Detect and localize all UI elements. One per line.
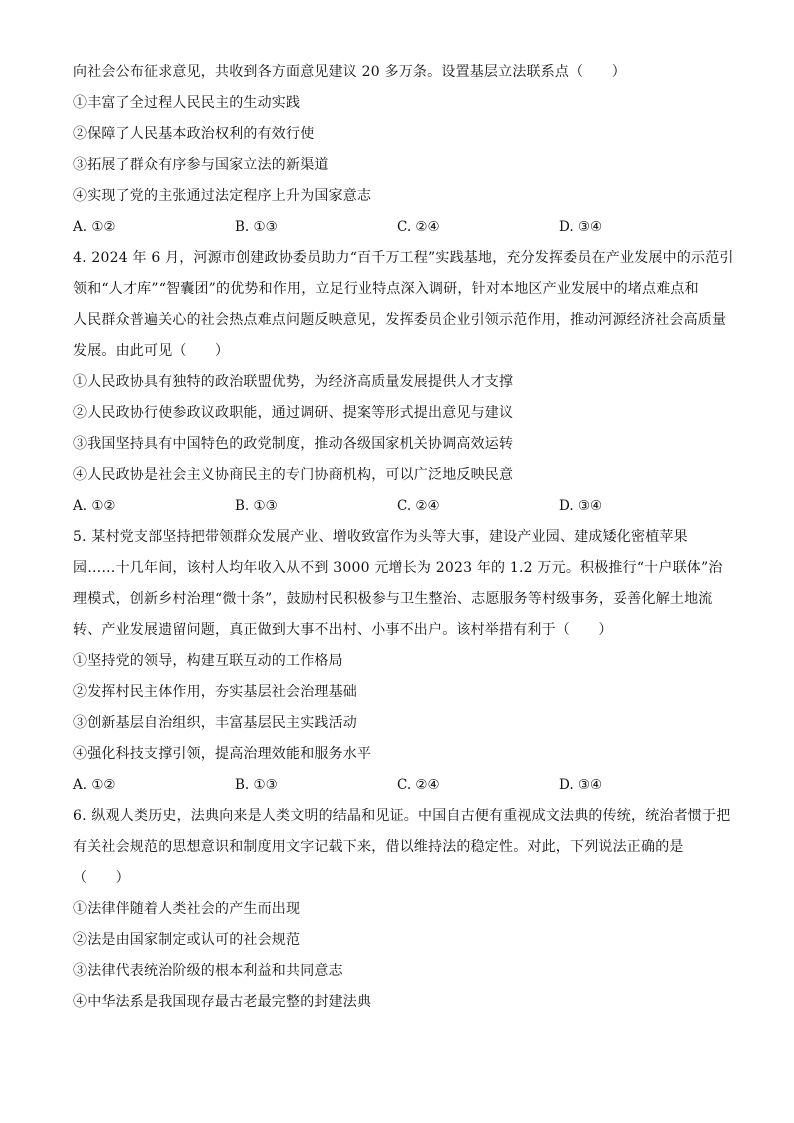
q5-stem-line-2: 园……十几年间，该村人均年收入从不到 3000 元增长为 2023 年的 1.2 万元。积极推行“十户联体”治: [73, 560, 723, 576]
q4-choice-d: D. ③④: [559, 498, 603, 514]
q3-choices: [73, 217, 723, 248]
q3-stem-tail: 向社会公布征求意见，共收到各方面意见建议 20 多万条。设置基层立法联系点（ ）: [73, 64, 626, 80]
q5-option-1: ①坚持党的领导，构建互联互动的工作格局: [73, 653, 343, 669]
q3-choice-a: A. ①②: [73, 219, 116, 235]
q4-option-4: ④人民政协是社会主义协商民主的专门协商机构，可以广泛地反映民意: [73, 467, 514, 483]
q6-stem-line-3: （ ）: [73, 870, 130, 886]
q5-choice-d: D. ③④: [559, 777, 603, 793]
q4-option-2: ②人民政协行使参政议政职能，通过调研、提案等形式提出意见与建议: [73, 405, 514, 421]
q5-choice-b: B. ①③: [235, 777, 278, 793]
q5-choice-a: A. ①②: [73, 777, 116, 793]
q3-option-2: ②保障了人民基本政治权利的有效行使: [73, 126, 315, 142]
q6-option-4: ④中华法系是我国现存最古老最完整的封建法典: [73, 994, 372, 1010]
q4-choice-a: A. ①②: [73, 498, 116, 514]
q5-stem-line-3: 理模式，创新乡村治理“微十条”，鼓励村民积极参与卫生整治、志愿服务等村级事务，妥善化解土地流: [73, 591, 713, 607]
q4-stem-line-4: 发展。由此可见（ ）: [73, 343, 230, 359]
q4-choice-b: B. ①③: [235, 498, 278, 514]
exam-page: [73, 62, 734, 1023]
q5-option-4: ④强化科技支撑引领，提高治理效能和服务水平: [73, 746, 372, 762]
q3-choice-c: C. ②④: [397, 219, 440, 235]
q4-choices: [73, 496, 723, 527]
q6-option-3: ③法律代表统治阶级的根本利益和共同意志: [73, 963, 343, 979]
q6-stem-line-1: 6. 纵观人类历史，法典向来是人类文明的结晶和见证。中国自古便有重视成文法典的传统，统治者惯于把: [73, 808, 731, 824]
q4-stem-line-1: 4. 2024 年 6 月，河源市创建政协委员助力“百千万工程”实践基地，充分发挥委员在产业发展中的示范引: [73, 250, 734, 266]
q3-choice-b: B. ①③: [235, 219, 278, 235]
q4-choice-c: C. ②④: [397, 498, 440, 514]
q3-option-3: ③拓展了群众有序参与国家立法的新渠道: [73, 157, 329, 173]
q4-option-3: ③我国坚持具有中国特色的政党制度，推动各级国家机关协调高效运转: [73, 436, 514, 452]
q5-option-3: ③创新基层自治组织，丰富基层民主实践活动: [73, 715, 357, 731]
q3-choice-d: D. ③④: [559, 219, 603, 235]
q5-choices: [73, 775, 723, 806]
q6-option-1: ①法律伴随着人类社会的产生而出现: [73, 901, 301, 917]
q4-stem-line-3: 人民群众普遍关心的社会热点难点问题反映意见，发挥委员企业引领示范作用，推动河源经济社会高质量: [73, 312, 727, 328]
q6-stem-line-2: 有关社会规范的思想意识和制度用文字记载下来，借以维持法的稳定性。对此，下列说法正确的是: [73, 839, 684, 855]
q4-stem-line-2: 领和“人才库”“智囊团”的优势和作用，立足行业特点深入调研，针对本地区产业发展中的堵点难点和: [73, 281, 699, 297]
q3-option-1: ①丰富了全过程人民民主的生动实践: [73, 95, 301, 111]
q3-option-4: ④实现了党的主张通过法定程序上升为国家意志: [73, 188, 372, 204]
q5-choice-c: C. ②④: [397, 777, 440, 793]
q4-option-1: ①人民政协具有独特的政治联盟优势，为经济高质量发展提供人才支撑: [73, 374, 514, 390]
q6-option-2: ②法是由国家制定或认可的社会规范: [73, 932, 301, 948]
q5-stem-line-4: 转、产业发展遗留问题，真正做到大事不出村、小事不出户。该村举措有利于（ ）: [73, 622, 613, 638]
q5-stem-line-1: 5. 某村党支部坚持把带领群众发展产业、增收致富作为头等大事，建设产业园、建成矮化密植苹果: [73, 529, 688, 545]
q5-option-2: ②发挥村民主体作用，夯实基层社会治理基础: [73, 684, 357, 700]
